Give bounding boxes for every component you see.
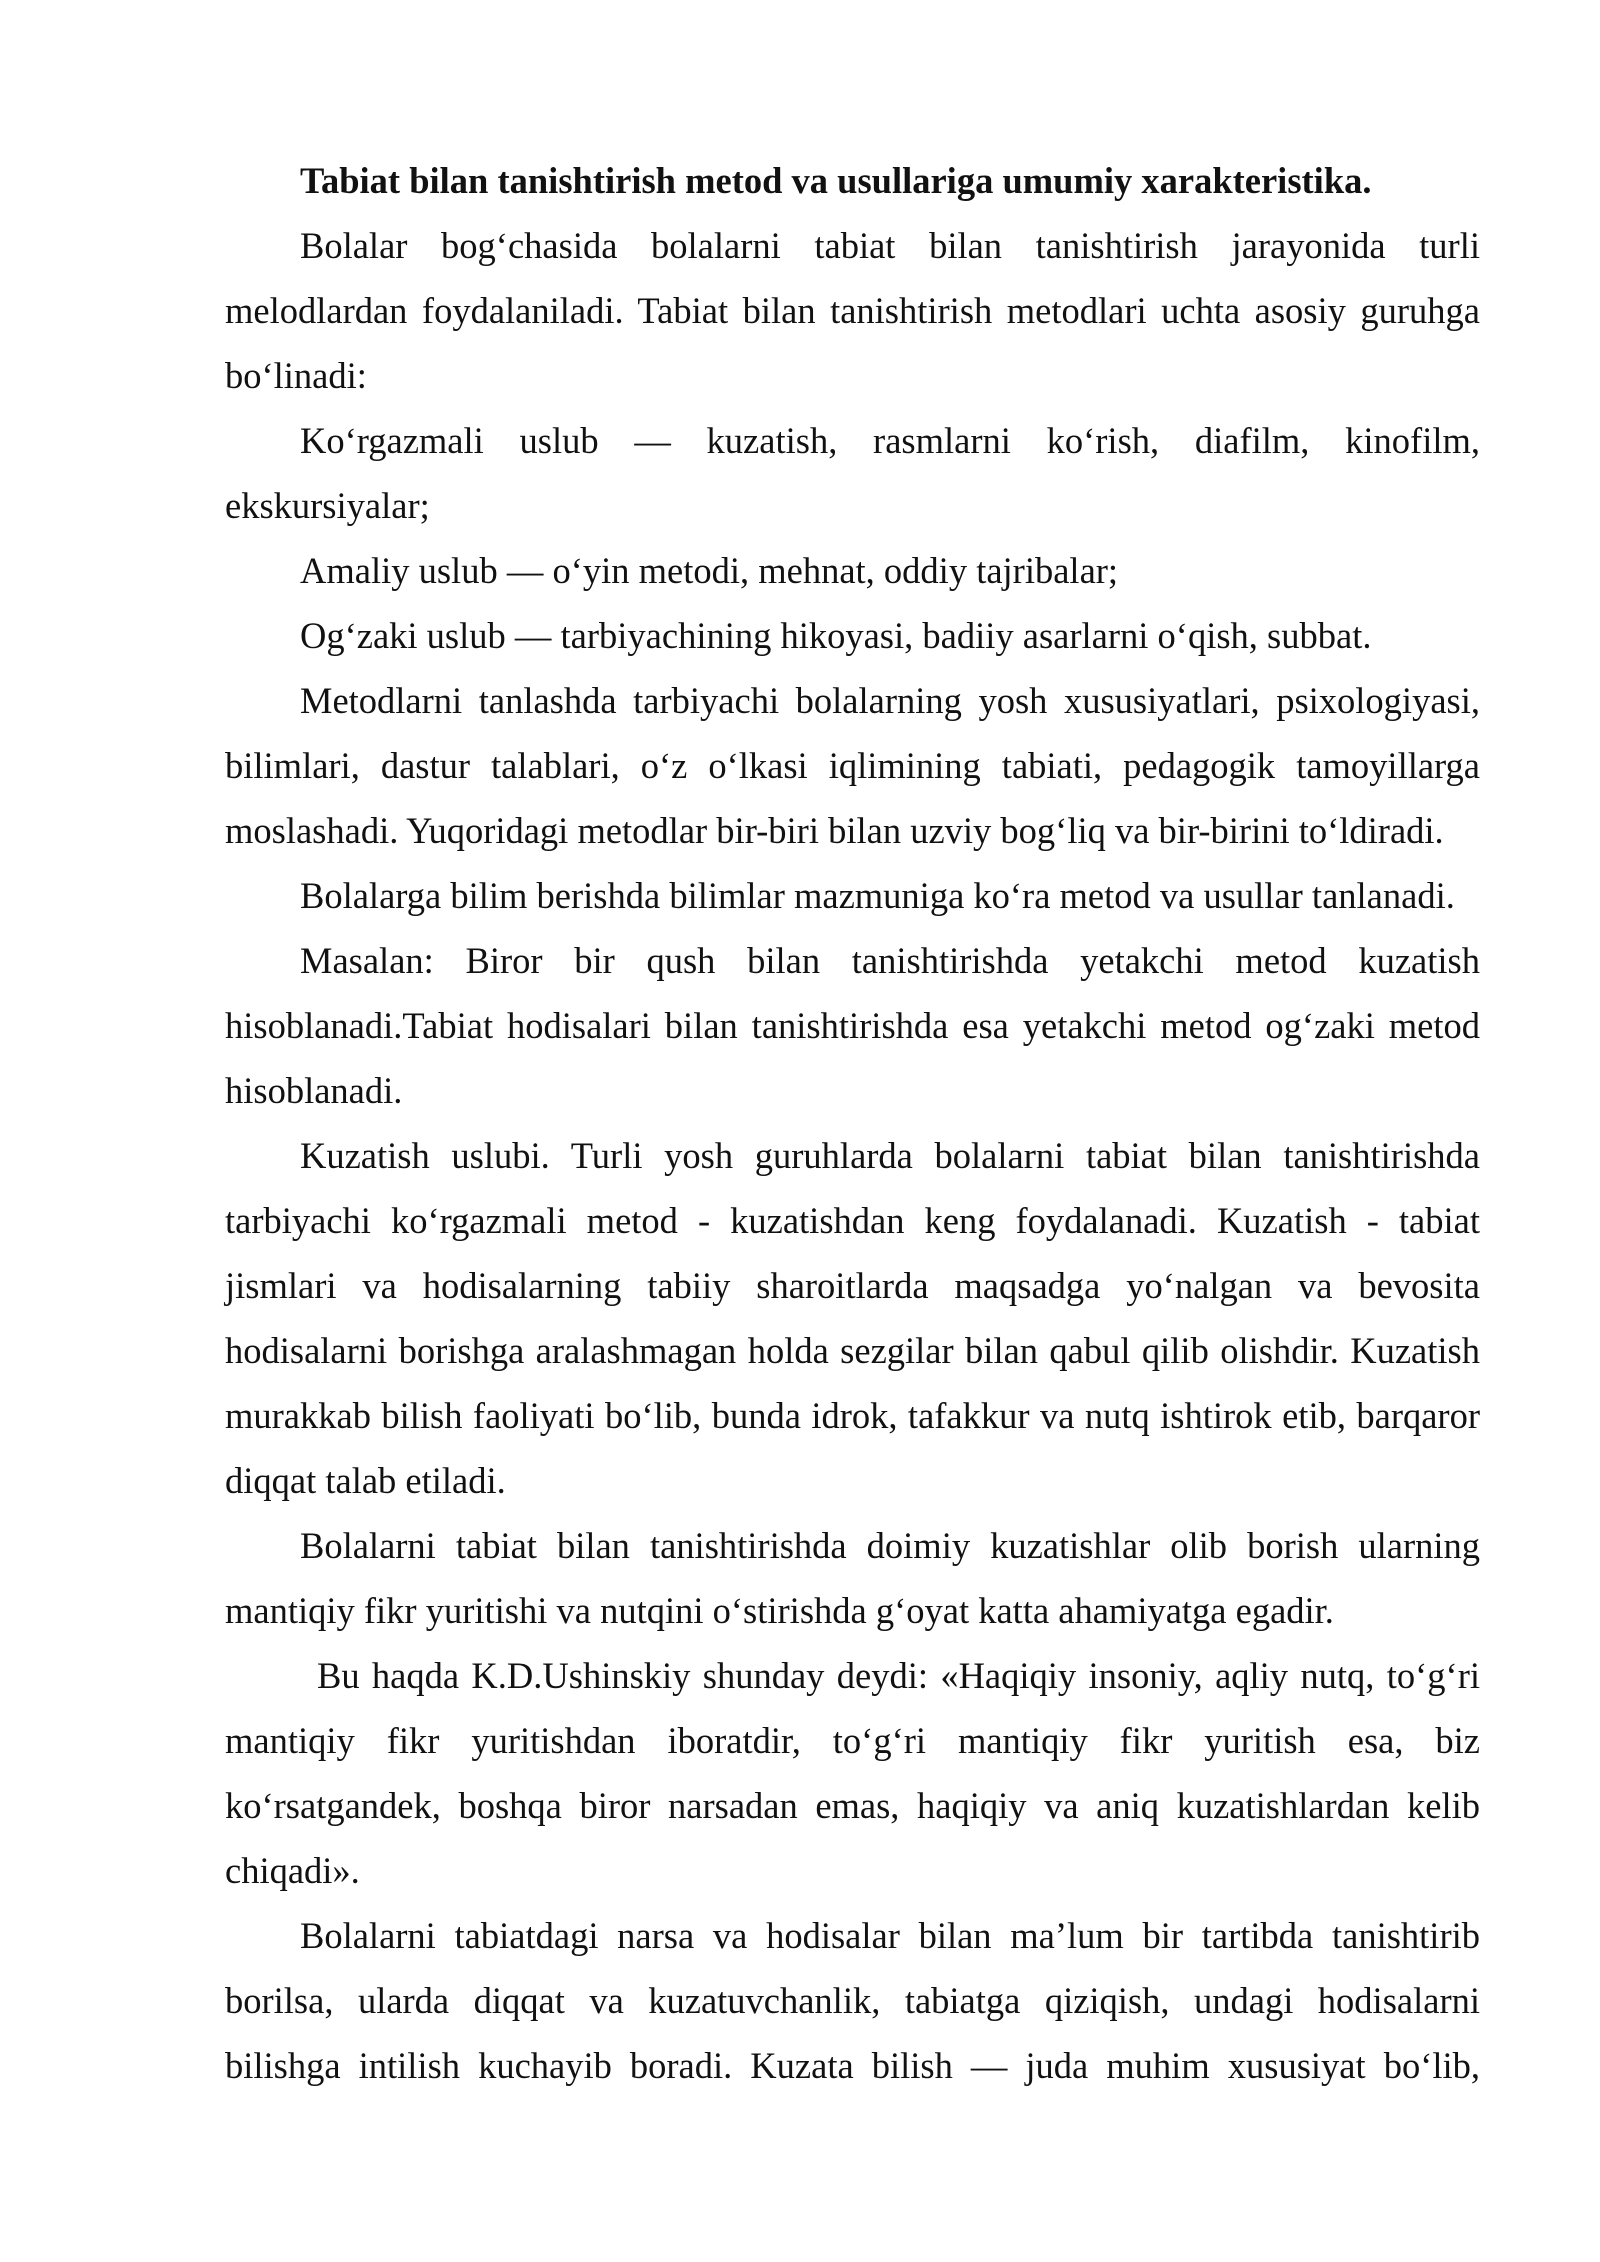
paragraph-visual-method: Ko‘rgazmali uslub — kuzatish, rasmlarni ko‘rish, diafilm, kinofilm, ekskursiyalar; [225, 420, 1480, 526]
paragraph-example: Masalan: Biror bir qush bilan tanishtirishda yetakchi metod kuzatish hisoblanadi.Tabiat hodisalari bilan tanishtirishda esa yetakchi metod og‘zaki metod hisoblanadi. [225, 940, 1480, 1111]
paragraph-methods-intro: Bolalar bog‘chasida bolalarni tabiat bilan tanishtirish jarayonida turli melodlardan foydalaniladi. Tabiat bilan tanishtirish metodlari uchta asosiy guruhga bo‘linadi: [225, 225, 1480, 396]
paragraph-systematic-acquaintance: Bolalarni tabiatdagi narsa va hodisalar bilan ma’lum bir tartibda tanishtirib borilsa, ularda diqqat va kuzatuvchanlik, tabiatga qiziqish, undagi hodisalarni bilishga intilish kuchayib boradi. Kuzata bilish — juda muhim xususiyat bo‘lib, [225, 1915, 1480, 2086]
paragraph-verbal-method: Og‘zaki uslub — tarbiyachining hikoyasi, badiiy asarlarni o‘qish, subbat. [300, 615, 1372, 656]
paragraph-method-selection: Metodlarni tanlashda tarbiyachi bolalarning yosh xususiyatlari, psixologiyasi, bilimlari, dastur talablari, o‘z o‘lkasi iqlimining tabiati, pedagogik tamoyillarga moslashadi. Yuqoridagi metodlar bir-biri bilan uzviy bog‘liq va bir-birini to‘ldiradi. [225, 680, 1480, 851]
paragraph-practical-method: Amaliy uslub — o‘yin metodi, mehnat, oddiy tajribalar; [300, 550, 1119, 591]
paragraph-constant-observation: Bolalarni tabiat bilan tanishtirishda doimiy kuzatishlar olib borish ularning mantiqiy fikr yuritishi va nutqini o‘stirishda g‘oyat katta ahamiyatga egadir. [225, 1525, 1480, 1631]
document-heading: Tabiat bilan tanishtirish metod va usullariga umumiy xarakteristika. [300, 160, 1372, 201]
document-page [225, 148, 1480, 2098]
paragraph-ushinskiy-quote: Bu haqda K.D.Ushinskiy shunday deydi: «Haqiqiy insoniy, aqliy nutq, to‘g‘ri mantiqiy fikr yuritishdan iboratdir, to‘g‘ri mantiqiy fikr yuritish esa, biz ko‘rsatgandek, boshqa biror narsadan emas, haqiqiy va aniq kuzatishlardan kelib chiqadi». [225, 1655, 1480, 1891]
paragraph-content-based-choice: Bolalarga bilim berishda bilimlar mazmuniga ko‘ra metod va usullar tanlanadi. [300, 875, 1455, 916]
paragraph-observation-method: Kuzatish uslubi. Turli yosh guruhlarda bolalarni tabiat bilan tanishtirishda tarbiyachi ko‘rgazmali metod - kuzatishdan keng foydalanadi. Kuzatish - tabiat jismlari va hodisalarning tabiiy sharoitlarda maqsadga yo‘nalgan va bevosita hodisalarni borishga aralashmagan holda sezgilar bilan qabul qilib olishdir. Kuzatish murakkab bilish faoliyati bo‘lib, bunda idrok, tafakkur va nutq ishtirok etib, barqaror diqqat talab etiladi. [225, 1135, 1480, 1501]
